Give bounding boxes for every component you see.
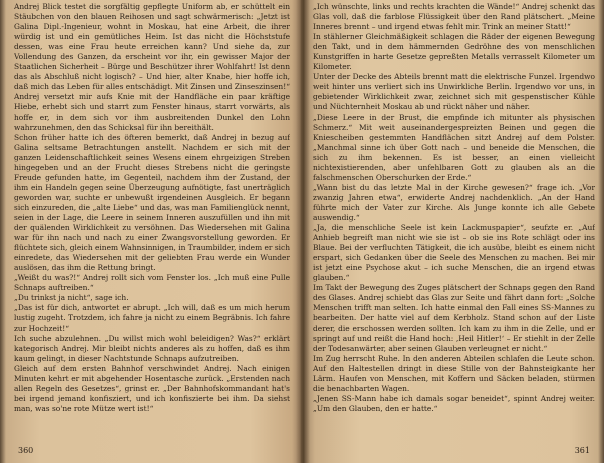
paragraph: In stählerner Gleichmäßigkeit schlagen die Räder der eigenen Bewegung den Takt, und in dem hämmernden Gedröhne des von menschlichen Kunstgriffen in harte Gesetze gepreßten Metalls verrasselt Kilometer um Kilometer. xyxy=(313,32,595,72)
paragraph: „Ich wünschte, links und rechts krachten die Wände!“ Andrej schenkt das Glas voll, daß die farblose Flüssigkeit über den Rand plätschert. „Meine Inneres brennt – und irgend etwas fehlt mir. Trink an meiner Statt!“ xyxy=(313,2,595,32)
paragraph: „Das ist für dich, antwortet er abrupt. „Ich will, daß es um mich herum lustig zugeht. Trotzdem, ich fahre ja nicht zu einem Begräbnis. Ich fahre zur Hochzeit!“ xyxy=(14,303,290,333)
paragraph: Unter der Decke des Abteils brennt matt die elektrische Funzel. Irgendwo weit hinter uns verliert sich ins Unwirkliche Berlin. Irgendwo vor uns, in gebietender Wirklichkeit zwar, zeichnet sich mit gespenstischer Kühle und Nüchternheit Moskau ab und rückt näher und näher. xyxy=(313,72,595,112)
book-gutter xyxy=(296,0,310,463)
page-number-right: 361 xyxy=(574,446,590,455)
paragraph: Andrej Blick testet die sorgfältig gepflegte Uniform ab, er schüttelt ein Stäubchen von den blauen Reihosen und sagt schwärmerisch: „Jetzt ist Galina Dipl.-Ingenieur, wohnt in Moskau, hat eine Arbeit, die ihrer würdig ist und ein gemütliches Heim. Ist das nicht die Höchststufe dessen, was eine Frau heute erreichen kann? Und siehe da, zur Vollendung des Ganzen, da erscheint vor ihr, ein gewisser Major der Staatlichen Sicherheit – Bürge und Beschützer ihrer Wohlfahrt! Ist denn das als Abschluß nicht logisch? – Und hier, alter Knabe, hier hoffe ich, daß mich das Leben für alles entschädigt. Mit Zinsen und Zinseszinsen!“ Andrej versetzt mir aufs Knie mit der Handfläche ein paar kräftige Hiebe, erhebt sich und starrt zum Fenster hinaus, starrt vorwärts, als hoffe er, in dem sich vor ihm ausbreitenden Dunkel den Lohn wahrzunehmen, den das Schicksal für ihn bereithält. xyxy=(14,2,290,132)
left-page xyxy=(14,2,290,454)
paragraph: „Weißt du was?!“ Andrej rollt sich vom Fenster los. „Ich muß eine Pulle Schnaps auftreiben.“ xyxy=(14,273,290,293)
paragraph: „Jenen SS-Mann habe ich damals sogar beneidet“, spinnt Andrej weiter. „Um den Glauben, den er hatte.“ xyxy=(313,393,595,413)
right-page xyxy=(313,2,595,454)
paragraph: Ich suche abzulehnen. „Du willst mich wohl beleidigen? Was?“ erklärt kategorisch Andrej. Mir bleibt nichts anderes als zu hoffen, daß es ihm kaum gelingt, in dieser Nachtstunde Schnaps aufzutreiben. xyxy=(14,333,290,363)
paragraph: „Wann bist du das letzte Mal in der Kirche gewesen?“ frage ich. „Vor zwanzig Jahren etwa“, erwiderte Andrej nachdenklich. „An der Hand führte mich der Vater zur Kirche. Als Junge konnte ich alle Gebete auswendig.“ xyxy=(313,182,595,222)
paragraph: „Du trinkst ja nicht“, sage ich. xyxy=(14,293,129,303)
paragraph: Im Zug herrscht Ruhe. In den anderen Abteilen schlafen die Leute schon. Auf den Haltestellen dringt in diese Stille von der Bahnsteigkante her Lärm. Haufen von Menschen, mit Koffern und Säcken beladen, stürmen die benachbarten Wagen. xyxy=(313,353,595,393)
paragraph: „Diese Leere in der Brust, die empfinde ich mitunter als physischen Schmerz.“ Mit weit auseinandergespreizten Beinen und gegen die Kniescheiben gestemmten Handflächen sitzt Andrej auf dem Polster. „Manchmal sinne ich über Gott nach – und beneide die Menschen, die sich zu ihm bekennen. Es ist besser, an einen vielleicht nichtexistierenden, aber unfehlbaren Gott zu glauben als an die falschmenschen Oberschurken der Erde.“ xyxy=(313,112,595,182)
page-number-left: 360 xyxy=(18,446,34,455)
paragraph: Schon früher hatte ich des öfteren bemerkt, daß Andrej in bezug auf Galina seltsame Betrachtungen anstellt. Nachdem er sich mit der ganzen Leidenschaftlichkeit seines Wesens einem ehrgeizigen Streben hingegeben und an der Frucht dieses Strebens nicht die geringste Freude gefunden hatte, im Gegenteil, nachdem ihm der Zustand, der ihm ein Handeln gegen seine Überzeugung aufnötigte, fast unerträglich geworden war, suchte er unbewußt irgendeinen Ausgleich. Er begann sich einzureden, die „alte Liebe“ und das, was man Familienglück nennt, seien in der Lage, die Leere in seinem Inneren auszufüllen und ihn mit der quälenden Wirklichkeit zu versöhnen. Das Wiedersehen mit Galina war für ihn nach und nach zu einer Zwangsvorstellung geworden. Er flüchtete sich, gleich einem Wahnsinnigen, in Traumbilder, indem er sich einredete, das Wiedersehen mit der geliebten Frau werde ein Wunder auslösen, das ihm die Rettung bringt. xyxy=(14,132,290,273)
paragraph: „Ja, die menschliche Seele ist kein Lackmuspapier“, seufzte er. „Auf Anhieb begreift man nicht wie sie ist – ob sie ins Rote schlägt oder ins Blaue. Bei der verfluchten Tätigkeit, die ich ausübe, bleibt es einem nicht erspart, sich Gedanken über die Seele des Menschen zu machen. Bei mir ist jetzt eine Psychose akut – ich suche Menschen, die an irgend etwas glauben.“ xyxy=(313,223,595,283)
paragraph: Gleich auf dem ersten Bahnhof verschwindet Andrej. Nach einigen Minuten kehrt er mit abgehender Hosentasche zurück. „Erstenden nach allen Regeln des Gesetzes“, grinst er. „Der Bahnhofskommandant hat's bei irgend jemand konfisziert, und ich konfiszierte bei ihm. Da siehst man, was so'ne rote Mütze wert ist!“ xyxy=(14,363,290,413)
paragraph: Im Takt der Bewegung des Zuges plätschert der Schnaps gegen den Rand des Glases. Andrej schiebt das Glas zur Seite und fährt dann fort: „Solche Menschen trifft man selten. Ich hatte einmal den Fall eines SS-Mannes zu bearbeiten. Der hatte viel auf dem Kerbholz. Stand schon auf der Liste derer, die erschossen werden sollten. Ich kam zu ihm in die Zelle, und er springt auf und reißt die Hand hoch: ‚Heil Hitler!‘ – Er stiehlt in der Zelle der Todesanwärter, aber seinen Glauben verleugnet er nicht.“ xyxy=(313,283,595,353)
